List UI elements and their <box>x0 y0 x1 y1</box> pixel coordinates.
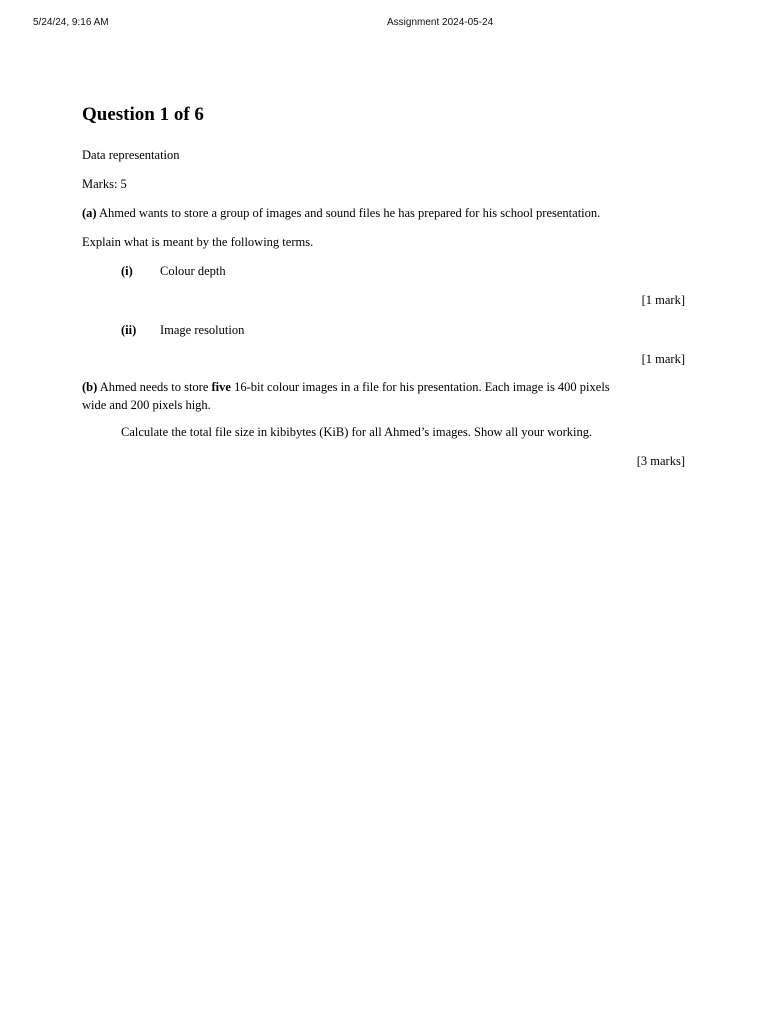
print-header <box>0 17 768 31</box>
part-a-stem <box>82 204 600 222</box>
part-a-text: Ahmed wants to store a group of images and sound files he has prepared for his school presentation. <box>96 206 601 220</box>
part-b-emphasis: five <box>211 380 231 394</box>
part-b-instruction: Calculate the total file size in kibibytes (KiB) for all Ahmed’s images. Show all your working. <box>121 425 593 439</box>
item-ii-text: Image resolution <box>160 323 245 337</box>
part-a-label: (a) <box>82 206 97 220</box>
item-ii-label: (ii) <box>121 323 137 337</box>
item-i-mark: [1 mark] <box>641 293 685 307</box>
part-b-stem-line2: wide and 200 pixels high. <box>82 398 211 412</box>
question-topic: Data representation <box>82 148 180 162</box>
item-i-label: (i) <box>121 264 133 278</box>
part-a-instruction: Explain what is meant by the following terms. <box>82 235 314 249</box>
item-ii-mark: [1 mark] <box>641 352 685 366</box>
part-b-text-before: Ahmed needs to store <box>97 380 212 394</box>
question-heading: Question 1 of 6 <box>82 104 204 125</box>
part-b-label: (b) <box>82 380 98 394</box>
print-title: Assignment 2024-05-24 <box>387 17 494 28</box>
question-marks: Marks: 5 <box>82 177 127 191</box>
print-date: 5/24/24, 9:16 AM <box>33 17 109 28</box>
part-b-text-after: 16-bit colour images in a file for his presentation. Each image is 400 pixels <box>230 380 610 394</box>
part-b-mark: [3 marks] <box>636 454 685 468</box>
item-i-text: Colour depth <box>160 264 226 278</box>
part-b-stem <box>82 378 610 396</box>
